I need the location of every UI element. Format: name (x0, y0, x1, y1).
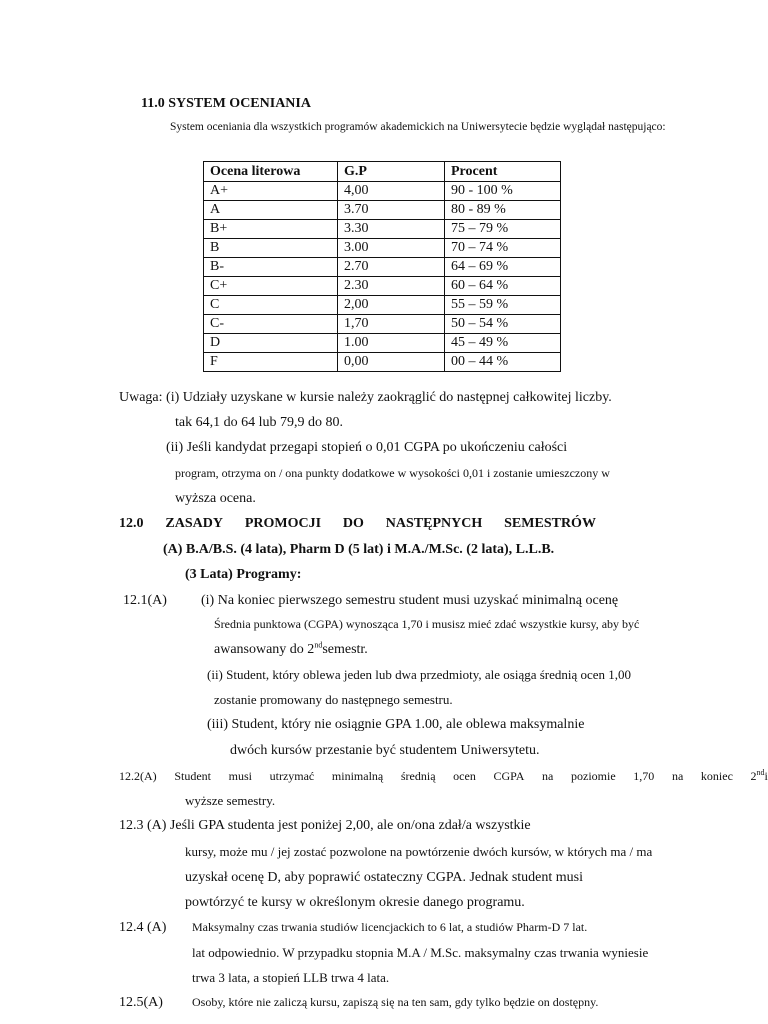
note-line-2: tak 64,1 do 64 lub 79,9 do 80. (175, 415, 343, 430)
cell-grade: B (204, 239, 338, 258)
rule-12-3-line-4: powtórzyć te kursy w określonym okresie danego programu. (185, 895, 525, 910)
heading-word: 12.0 (119, 516, 144, 531)
table-row (204, 334, 561, 353)
table-row (204, 258, 561, 277)
cell-percent: 90 - 100 % (445, 182, 561, 201)
cell-percent: 80 - 89 % (445, 201, 561, 220)
section-11-heading: 11.0 SYSTEM OCENIANIA (141, 96, 311, 111)
rule-12-4-line-3: trwa 3 lata, a stopień LLB trwa 4 lata. (192, 970, 390, 985)
note-line-4: program, otrzyma on / ona punkty dodatkowe w wysokości 0,01 i zostanie umieszczony w (175, 466, 610, 480)
cell-grade: B- (204, 258, 338, 277)
rule-12-1-i-cont: Średnia punktowa (CGPA) wynosząca 1,70 i musisz mieć zdać wszystkie kursy, aby być (214, 617, 640, 631)
cell-percent: 45 – 49 % (445, 334, 561, 353)
table-row (204, 315, 561, 334)
table-row (204, 277, 561, 296)
rule-12-3-line-3: uzyskał ocenę D, aby poprawić ostateczny CGPA. Jednak student musi (185, 870, 584, 885)
cell-percent: 50 – 54 % (445, 315, 561, 334)
rule-12-4-line-2: lat odpowiednio. W przypadku stopnia M.A / M.Sc. maksymalny czas trwania wyniesie (192, 945, 649, 960)
cell-percent: 00 – 44 % (445, 353, 561, 372)
rule-12-3-line-1: 12.3 (A) Jeśli GPA studenta jest poniżej 2,00, ale on/ona zdał/a wszystkie (119, 818, 531, 833)
header-percent: Procent (445, 162, 561, 182)
cell-gp: 0,00 (338, 353, 445, 372)
heading-word: DO (342, 516, 364, 531)
rule-12-1-label: 12.1(A) (123, 593, 167, 608)
table-row (204, 182, 561, 201)
cell-gp: 1,70 (338, 315, 445, 334)
rule-12-5-line-1: Osoby, które nie zaliczą kursu, zapiszą się na ten sam, gdy tylko będzie on dostępny. (192, 995, 599, 1009)
rule-12-4-label: 12.4 (A) (119, 920, 167, 935)
cell-gp: 2,00 (338, 296, 445, 315)
cell-gp: 2.30 (338, 277, 445, 296)
header-gp: G.P (338, 162, 445, 182)
table-row (204, 201, 561, 220)
table-row (204, 353, 561, 372)
cell-grade: C+ (204, 277, 338, 296)
rule-12-2-cont: wyższe semestry. (185, 793, 276, 808)
cell-grade: C- (204, 315, 338, 334)
rule-12-1-iii: (iii) Student, który nie osiągnie GPA 1.00, ale oblewa maksymalnie (207, 717, 585, 732)
cell-grade: D (204, 334, 338, 353)
header-letter-grade: Ocena literowa (204, 162, 338, 182)
cell-grade: B+ (204, 220, 338, 239)
section-12-heading (119, 516, 596, 532)
grading-table (203, 161, 561, 372)
table-row (204, 220, 561, 239)
table-row (204, 239, 561, 258)
section-12-sub-b: (3 Lata) Programy: (185, 567, 302, 582)
section-11-intro: System oceniania dla wszystkich programów akademickich na Uniwersytecie będzie wyglądał następująco: (170, 121, 666, 133)
rule-12-1-ii-cont: zostanie promowany do następnego semestru. (214, 692, 453, 707)
note-line-5: wyższa ocena. (175, 491, 256, 506)
cell-percent: 60 – 64 % (445, 277, 561, 296)
cell-grade: A (204, 201, 338, 220)
rule-12-5-label: 12.5(A) (119, 995, 163, 1010)
rule-12-1-i-cont2: awansowany do 2ndsemestr. (214, 640, 368, 657)
cell-gp: 3.30 (338, 220, 445, 239)
rule-12-3-line-2: kursy, może mu / jej zostać pozwolone na powtórzenie dwóch kursów, w których ma / ma (185, 844, 653, 859)
cell-gp: 3.00 (338, 239, 445, 258)
cell-grade: A+ (204, 182, 338, 201)
cell-gp: 1.00 (338, 334, 445, 353)
rule-12-1-iii-cont: dwóch kursów przestanie być studentem Uniwersytetu. (230, 743, 540, 758)
heading-word: NASTĘPNYCH (385, 516, 483, 531)
rule-12-2-line: 12.2(A) Student musi utrzymać minimalną średnią ocen CGPA na poziomie 1,70 na koniec 2ndi (119, 768, 768, 783)
note-line-3: (ii) Jeśli kandydat przegapi stopień o 0,01 CGPA po ukończeniu całości (166, 440, 568, 455)
heading-word: PROMOCJI (244, 516, 322, 531)
heading-word: ZASADY (165, 516, 223, 531)
cell-percent: 70 – 74 % (445, 239, 561, 258)
table-header-row (204, 162, 561, 182)
cell-grade: C (204, 296, 338, 315)
rule-12-1-ii: (ii) Student, który oblewa jeden lub dwa przedmioty, ale osiąga średnią ocen 1,00 (207, 667, 632, 682)
rule-12-1-i: (i) Na koniec pierwszego semestru student musi uzyskać minimalną ocenę (201, 593, 619, 608)
note-line-1: Uwaga: (i) Udziały uzyskane w kursie należy zaokrąglić do następnej całkowitej liczby. (119, 390, 612, 405)
cell-percent: 55 – 59 % (445, 296, 561, 315)
cell-percent: 75 – 79 % (445, 220, 561, 239)
table-row (204, 296, 561, 315)
heading-word: SEMESTRÓW (504, 516, 596, 531)
cell-percent: 64 – 69 % (445, 258, 561, 277)
cell-gp: 3.70 (338, 201, 445, 220)
rule-12-4-line-1: Maksymalny czas trwania studiów licencjackich to 6 lat, a studiów Pharm-D 7 lat. (192, 920, 588, 934)
cell-gp: 4,00 (338, 182, 445, 201)
cell-gp: 2.70 (338, 258, 445, 277)
section-12-sub-a: (A) B.A/B.S. (4 lata), Pharm D (5 lat) i M.A./M.Sc. (2 lata), L.L.B. (163, 542, 555, 557)
cell-grade: F (204, 353, 338, 372)
